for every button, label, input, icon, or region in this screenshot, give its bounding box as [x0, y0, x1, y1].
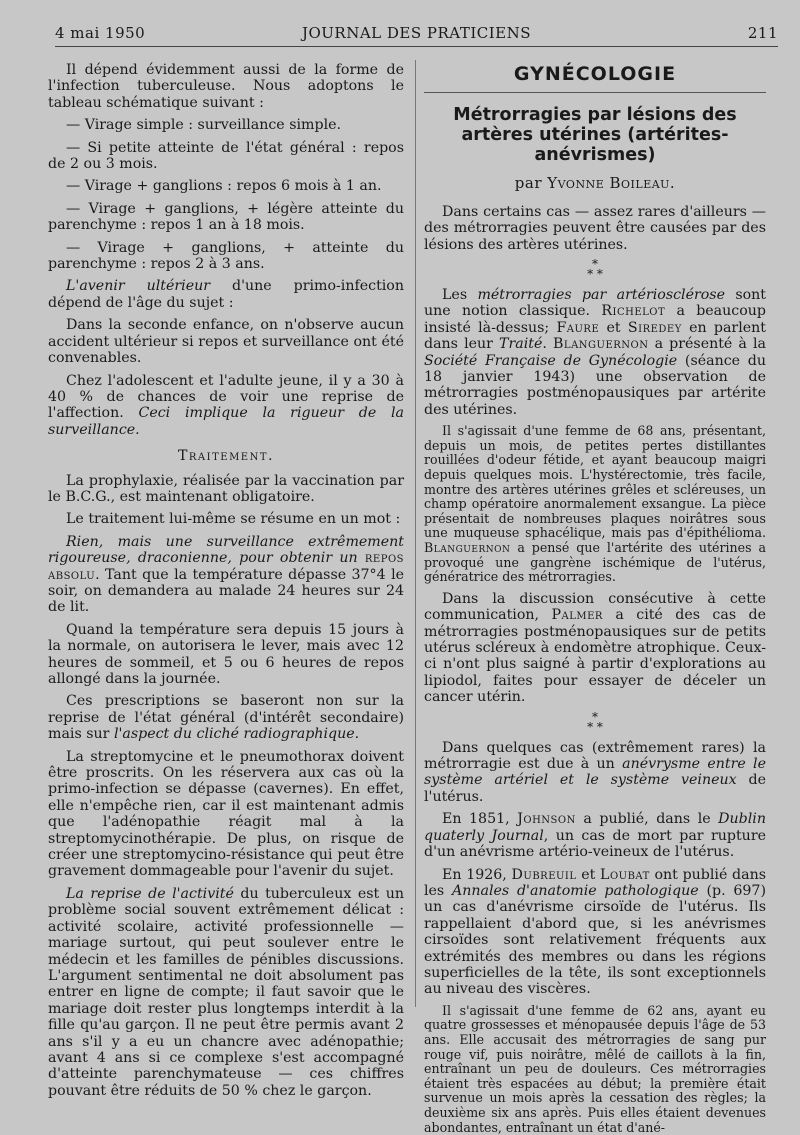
asterism: [424, 709, 766, 734]
section-rule: [424, 92, 766, 93]
text-run: a présenté à la: [648, 336, 766, 353]
author-ref: Palmer: [551, 607, 603, 624]
left-column: [48, 62, 404, 1099]
text-run: Ces prescriptions se baseront non sur la reprise de l'état général (d'intérêt secondaire) mais sur: [48, 693, 404, 743]
text-run: ont publié dans les: [424, 866, 766, 899]
emphasis: Rien, mais une surveillance extrêmement rigoureuse, draconienne, pour obtenir un: [48, 533, 404, 567]
text-run: (séance du 18 janvier 1943) une observation de métrorragies postménopausiques par artérite des utérines.: [424, 352, 766, 418]
paragraph: La streptomycine et le pneumothorax doivent être proscrits. On les réservera aux cas où la primo-infection se dépasse (cavernes). En effet, elle n'empêche rien, car il est maintenant admis que l'adénopathie réagit mal à la streptomycinothérapie. De plus, on risque de créer une streptomycino-résistance qui peut être gravement dommageable pour l'avenir du sujet.: [48, 748, 404, 880]
text-run: En 1851,: [442, 811, 518, 828]
text-run: a cité des cas de métrorragies postménopausiques sur de petits utérus scléreux à endomètre atrophique. Ceux-ci n'ont plus saigné à partir d'explorations au lipiodol, faites pour essayer de déceler un cancer utérin.: [424, 607, 766, 706]
paragraph: [424, 740, 766, 806]
text-run: Chez l'adolescent et l'adulte jeune, il y a 30 à 40 % de chances de voir une reprise de l'affection.: [48, 372, 404, 422]
asterism-bottom: * *: [587, 267, 603, 282]
paragraph: [48, 886, 404, 1099]
text-run: , un cas de mort par rupture d'un anévrisme artério-veineux de l'utérus.: [424, 827, 766, 861]
small-caps: repos absolu: [48, 550, 404, 583]
asterism: [424, 257, 766, 282]
header-date: 4 mai 1950: [55, 24, 146, 42]
running-header: [55, 20, 778, 47]
text-run: et: [599, 319, 628, 336]
author-ref: Richelot: [601, 303, 666, 320]
column-divider: [415, 60, 416, 1007]
paragraph: [424, 811, 766, 860]
paragraph: [48, 278, 404, 311]
paragraph: [48, 693, 404, 742]
paragraph: [424, 867, 766, 998]
text-run: Les: [442, 287, 478, 304]
text-run: a beaucoup insisté là-dessus;: [424, 303, 766, 336]
emphasis: Annales d'anatomie pathologique: [452, 882, 699, 899]
emphasis: La reprise de l'activité: [66, 885, 234, 902]
author-ref: Johnson: [517, 811, 576, 828]
text-run: .: [542, 336, 553, 353]
page-number: 211: [747, 24, 778, 42]
author-ref: Blanguernon: [553, 336, 649, 353]
emphasis: Traité: [499, 336, 543, 353]
text-run: a publié, dans le: [575, 811, 719, 828]
text-run: (p. 697) un cas d'anévrisme cirsoïde de l'utérus. Ils rappellaient d'abord que, si les anévrismes cirsoïdes sont relativement fréquents aux extrémités des membres ou dans les régions superficielles de la tête, ils sont exceptionnels au niveau des viscères.: [424, 882, 766, 998]
author-ref: Siredey: [627, 319, 682, 336]
case-report: Il s'agissait d'une femme de 62 ans, ayant eu quatre grossesses et ménopausée depuis l'âge de 53 ans. Elle accusait des métrorragies de sang pur rouge vif, puis noirâtre, mêlé de caillots à la fin, entraînant un peu de douleurs. Ces métrorragies étaient très espacées au début; la première était survenue un mois après la cessation des règles; la deuxième six ans après. Puis elles étaient devenues abondantes, entraînant un état d'ané-: [424, 1002, 766, 1135]
header-journal-title: JOURNAL DES PRATICIENS: [301, 24, 532, 42]
paragraph: Il dépend évidemment aussi de la forme de l'infection tuberculeuse. Nous adoptons le tableau schématique suivant :: [48, 62, 404, 111]
text-run: du tuberculeux est un problème social souvent extrêmement délicat : activité scolaire, activité professionnelle — mariage surtout, qui peut soulever entre le médecin et les familles de pénibles discussions. L'argument sentimental ne doit absolument pas entrer en ligne de compte; il faut savoir que le mariage doit rester plus longtemps interdit à la fille qu'au garçon. Il ne peut être permis avant 2 ans s'il y a eu un chancre avec adénopathie; avant 4 ans si ce complexe s'est accompagné d'atteinte parenchymateuse — ces chiffres pouvant être réduits de 50 % chez le garçon.: [48, 885, 404, 1099]
list-item: — Virage + ganglions : repos 6 mois à 1 an.: [66, 178, 382, 195]
author-ref: Loubat: [600, 866, 650, 883]
byline-par: par: [514, 174, 542, 193]
asterism-top: *: [592, 257, 598, 272]
paragraph: La prophylaxie, réalisée par la vaccination par le B.C.G., est maintenant obligatoire.: [48, 472, 404, 505]
asterism-top: *: [592, 709, 598, 724]
paragraph: [48, 534, 404, 616]
paragraph: Dans la seconde enfance, on n'observe aucun accident ultérieur si repos et surveillance ont été convenables.: [48, 317, 404, 367]
paragraph: [424, 591, 766, 706]
list-item: — Virage simple : surveillance simple.: [66, 117, 342, 134]
text-run: de l'utérus.: [424, 772, 766, 805]
list-item: — Si petite atteinte de l'état général : repos de 2 ou 3 mois.: [48, 139, 404, 173]
emphasis: Dublin quaterly Journal: [424, 811, 766, 844]
author-ref: Dubreuil: [511, 866, 577, 883]
paragraph: [424, 287, 766, 418]
text-run: sont une notion classique.: [424, 287, 766, 320]
emphasis: Société Française de Gynécologie: [424, 352, 678, 369]
emphasis: l'aspect du cliché radiographique.: [113, 726, 360, 743]
author-name: Yvonne Boileau.: [547, 174, 676, 193]
text-run: d'une primo-infection dépend de l'âge du sujet :: [48, 278, 404, 311]
article-title: Métrorragies par lésions des artères utérines (artérites-anévrismes): [453, 105, 737, 166]
text-run: En 1926,: [442, 866, 512, 883]
byline: [424, 175, 766, 191]
text-run: Dans quelques cas (extrêmement rares) la métrorragie est due à un: [424, 739, 766, 773]
emphasis: L'avenir ultérieur: [66, 278, 211, 295]
paragraph: Quand la température sera depuis 15 jours à la normale, on autorisera le lever, mais avec 12 heures de sommeil, et 5 ou 6 heures de repos allongé dans la journée.: [48, 621, 404, 687]
asterism-bottom: * *: [587, 719, 603, 734]
emphasis: Ceci implique la rigueur de la surveillance.: [48, 405, 404, 438]
text-run: en parlent dans leur: [424, 319, 766, 353]
text-run: a pensé que l'artérite des utérines a provoqué une gangrène ischémique de l'utérus, génératrice des métrorragies.: [424, 540, 766, 585]
text-run: . Tant que la température dépasse 37°4 le soir, on demandera au malade 24 heures sur 24 de lit.: [48, 566, 404, 616]
list-item: — Virage + ganglions, + atteinte du parenchyme : repos 2 à 3 ans.: [48, 239, 404, 273]
case-report: [424, 424, 766, 585]
paragraph: Dans certains cas — assez rares d'ailleurs — des métrorragies peuvent être causées par des lésions des artères utérines.: [424, 203, 766, 253]
subheading-traitement: Traitement.: [177, 448, 275, 465]
list-item: — Virage + ganglions, + légère atteinte du parenchyme : repos 1 an à 18 mois.: [48, 200, 404, 234]
emphasis: métrorragies par artériosclérose: [477, 287, 725, 304]
right-column: [424, 62, 766, 1135]
author-ref: Faure: [556, 319, 600, 336]
paragraph: [48, 373, 404, 439]
author-ref: Blanguernon: [424, 540, 511, 556]
paragraph: Le traitement lui-même se résume en un mot :: [66, 511, 401, 528]
emphasis: anévrysme entre le système artériel et le système veineux: [424, 756, 766, 789]
text-run: Dans la discussion consécutive à cette communication,: [424, 590, 766, 624]
section-title: GYNÉCOLOGIE: [513, 63, 677, 85]
text-run: et: [576, 866, 601, 883]
text-run: Il s'agissait d'une femme de 68 ans, présentant, depuis un mois, de petites pertes distillantes rouillées d'odeur fétide, et ayant beaucoup maigri depuis quelques mois. L'hystérectomie, très facile, montre des artères utérines grêles et scléreuses, un champ opératoire anormalement exsangue. La pièce présentait de nombreuses plaques noirâtres sous une muqueuse sphacélique, mais pas d'épithélioma.: [424, 423, 766, 541]
